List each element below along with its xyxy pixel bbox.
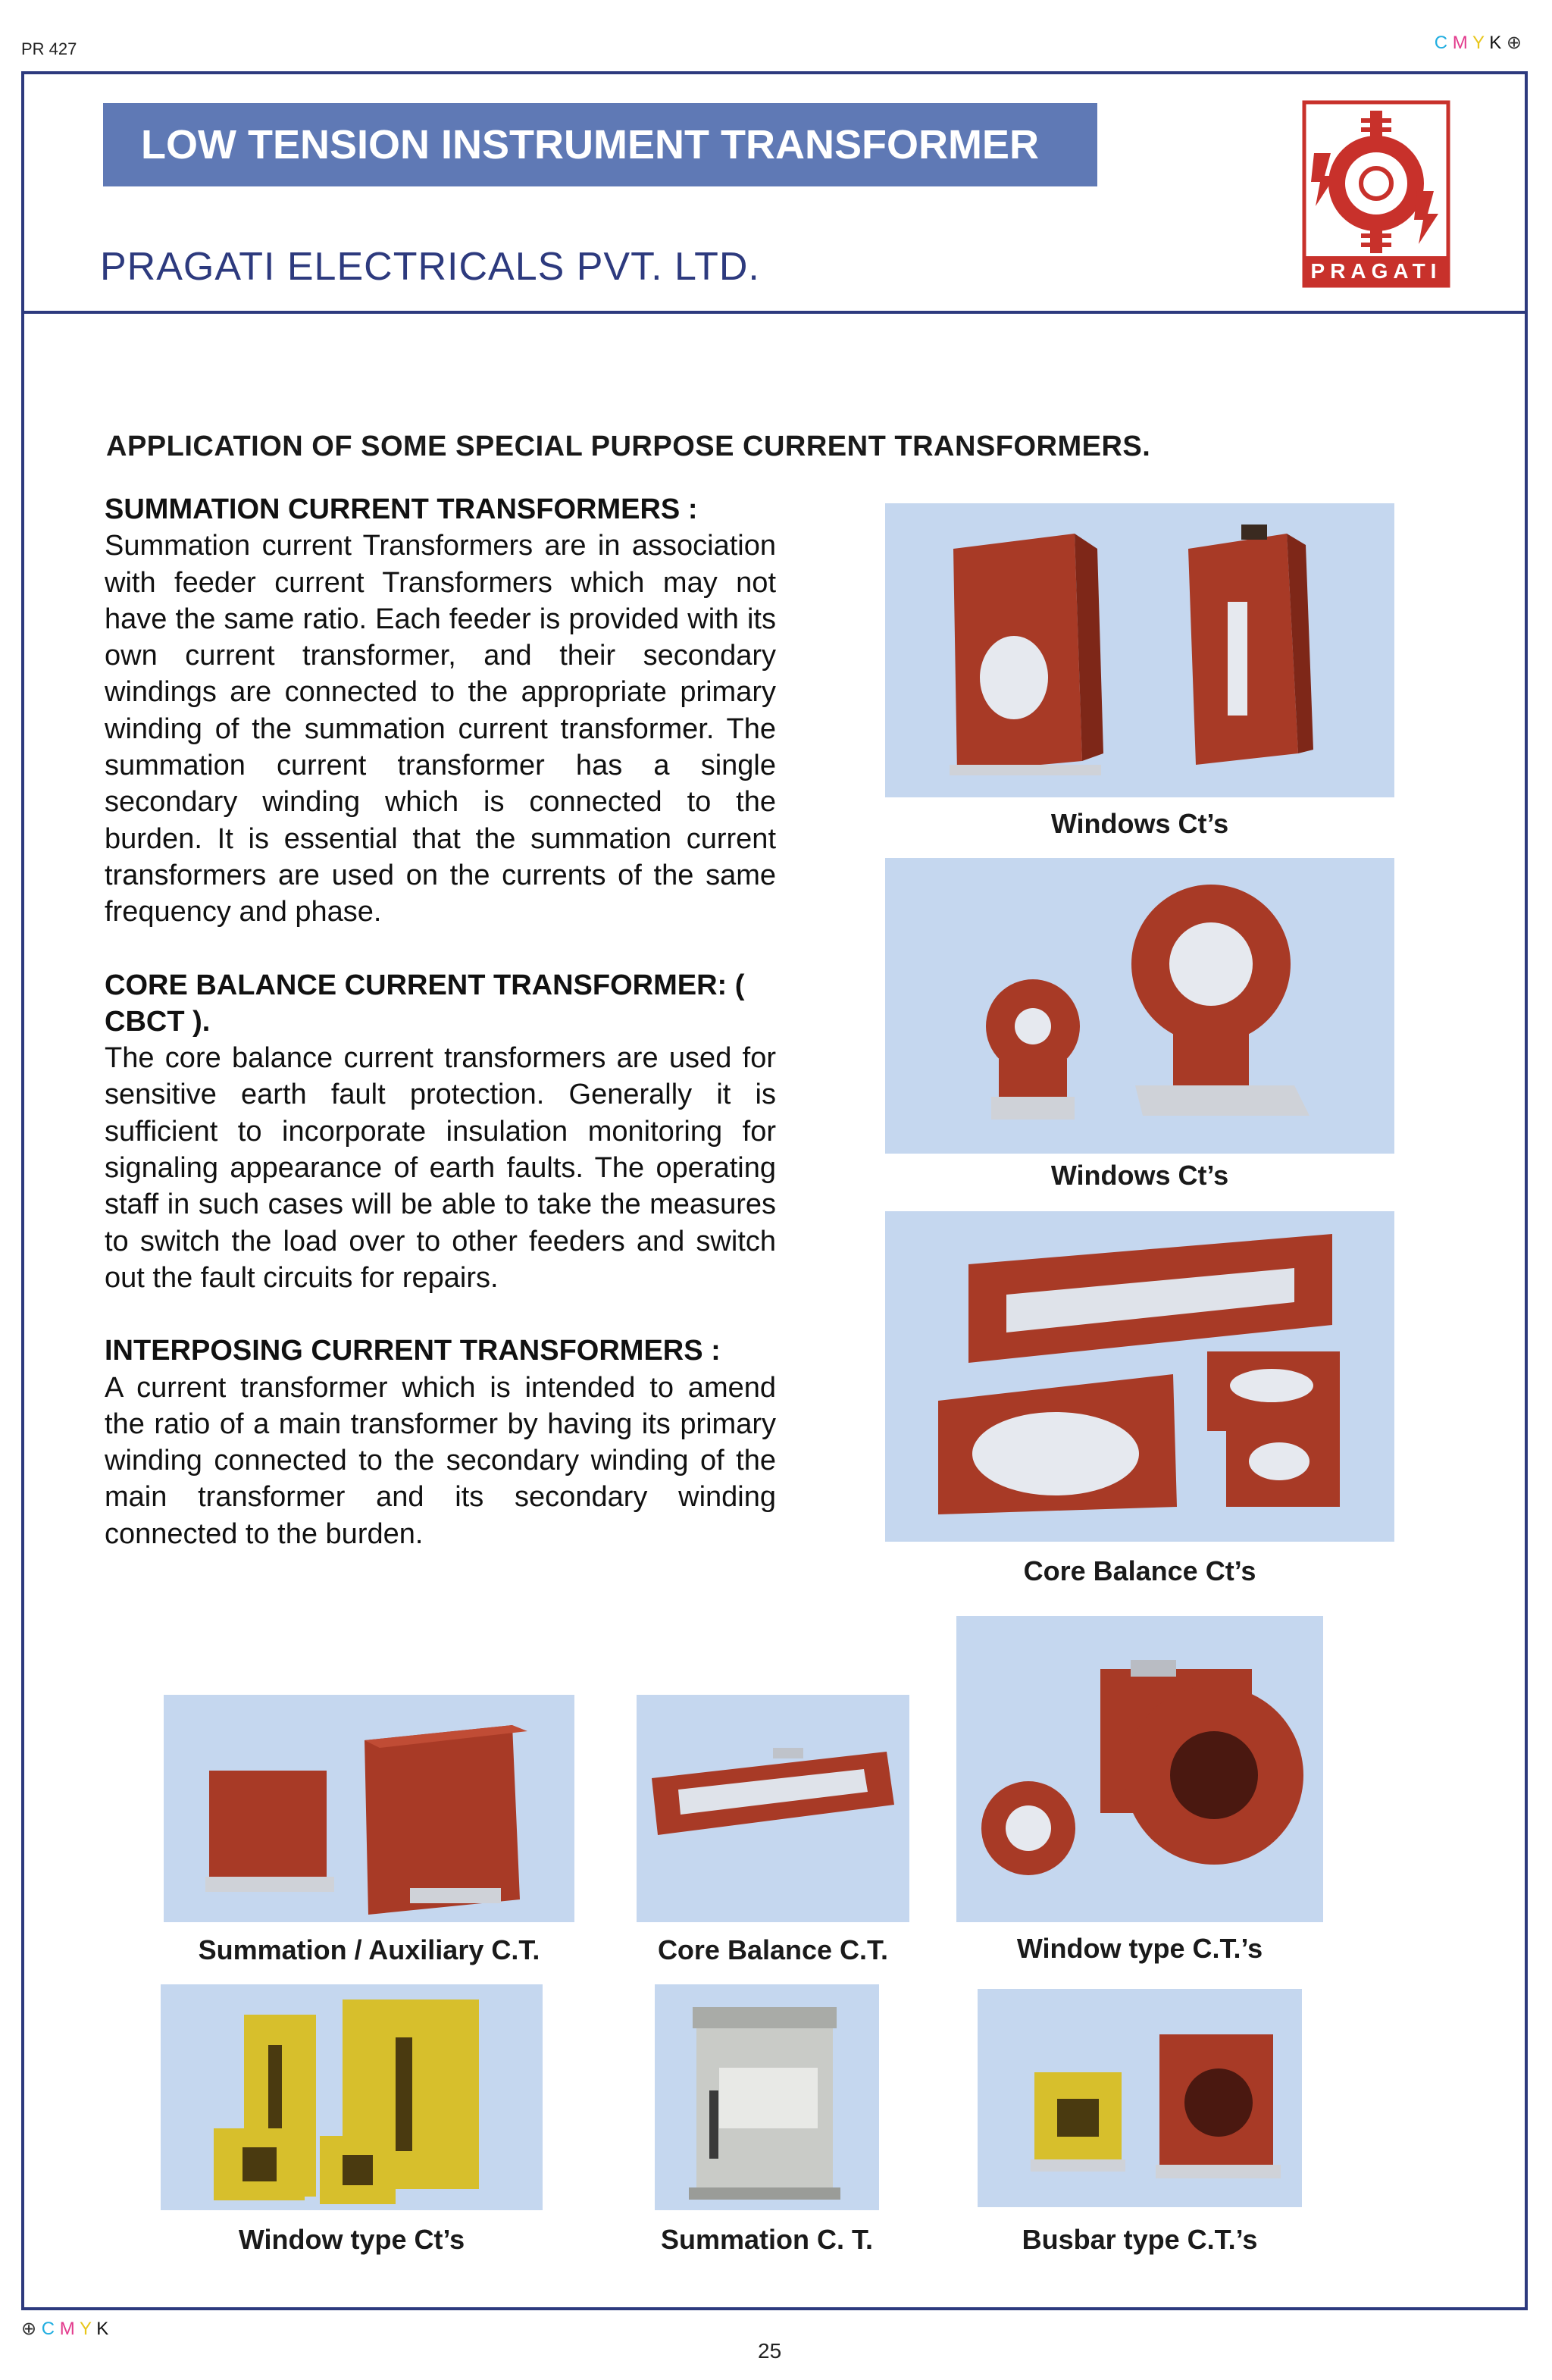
caption-windows-2: Windows Ct’s: [1050, 1160, 1229, 1191]
caption-window-type-red: Window type C.T.’s: [1016, 1933, 1263, 1964]
cmyk-k: K: [96, 2319, 109, 2339]
cmyk-c: C: [41, 2319, 55, 2339]
photo-summation-auxiliary: [164, 1695, 574, 1922]
page-title: LOW TENSION INSTRUMENT TRANSFORMER: [103, 103, 1097, 186]
photo-core-balance-ct: [637, 1695, 909, 1922]
summation-body: Summation current Transformers are in association with feeder current Transformers which may not have the same ratio. Each feeder is provided with its own current transformer, and their secondary windings are connected to the appropriate primary winding of the summation current transformer. The summation current transformer has a single secondary winding which is connected to the burden. It is essential that the summation current transformers are used on the currents of the same frequency and phase.: [105, 530, 776, 929]
interposing-body: A current transformer which is intended to amend the ratio of a main transformer by having its primary winding connected to the secondary winding of the main transformer and its secondary winding connected to the burden.: [105, 1371, 776, 1550]
summation-heading: SUMMATION CURRENT TRANSFORMERS :: [105, 493, 698, 525]
photo-core-balance-cts: [885, 1211, 1394, 1542]
crosshair-icon: ⊕: [1506, 33, 1522, 53]
cbct-body: The core balance current transformers are used for sensitive earth fault protection. Generally it is sufficient to incorporate insulation monitoring for signaling appearance of earth faults. The operating staff in such cases will be able to take the measures to switch the load over to other feeders and switch out the fault circuits for repairs.: [105, 1042, 776, 1294]
cbct-heading: CORE BALANCE CURRENT TRANSFORMER: ( CBCT ).: [105, 969, 745, 1038]
registration-mark-bottom: [21, 2318, 108, 2340]
text-column: [105, 491, 776, 1589]
caption-windows-1: Windows Ct’s: [1050, 808, 1229, 839]
cmyk-c: C: [1434, 33, 1448, 53]
caption-summation-ct: Summation C. T.: [660, 2224, 874, 2255]
caption-core-balance-ct: Core Balance C.T.: [657, 1934, 889, 1965]
caption-core-balance-cts: Core Balance Ct’s: [1023, 1555, 1256, 1586]
caption-summation-auxiliary: Summation / Auxiliary C.T.: [198, 1934, 540, 1965]
caption-window-type-yellow: Window type Ct’s: [238, 2224, 465, 2255]
photo-windows-cts-2: [885, 858, 1394, 1154]
photo-window-type-cts-yellow: [161, 1984, 543, 2210]
cmyk-m: M: [59, 2319, 75, 2339]
cmyk-m: M: [1452, 33, 1468, 53]
photo-summation-ct: [655, 1984, 879, 2210]
cmyk-y: Y: [1472, 33, 1485, 53]
registration-mark-top: [1435, 32, 1522, 54]
caption-busbar-type: Busbar type C.T.’s: [1022, 2224, 1258, 2255]
photo-window-type-cts-red: [956, 1616, 1323, 1922]
section-heading: APPLICATION OF SOME SPECIAL PURPOSE CURRENT TRANSFORMERS.: [106, 431, 1151, 462]
page-number: 25: [758, 2339, 782, 2363]
page-code: PR 427: [21, 39, 77, 58]
logo-text: PRAGATI: [1310, 259, 1442, 283]
header-divider: [21, 311, 1528, 314]
photo-windows-cts-1: [885, 503, 1394, 797]
cmyk-k: K: [1489, 33, 1502, 53]
interposing-heading: INTERPOSING CURRENT TRANSFORMERS :: [105, 1335, 721, 1367]
crosshair-icon: ⊕: [21, 2319, 37, 2339]
company-name: PRAGATI ELECTRICALS PVT. LTD.: [100, 245, 760, 289]
pragati-logo: [1302, 100, 1450, 288]
photo-busbar-type-cts: [978, 1989, 1302, 2207]
cmyk-y: Y: [80, 2319, 92, 2339]
